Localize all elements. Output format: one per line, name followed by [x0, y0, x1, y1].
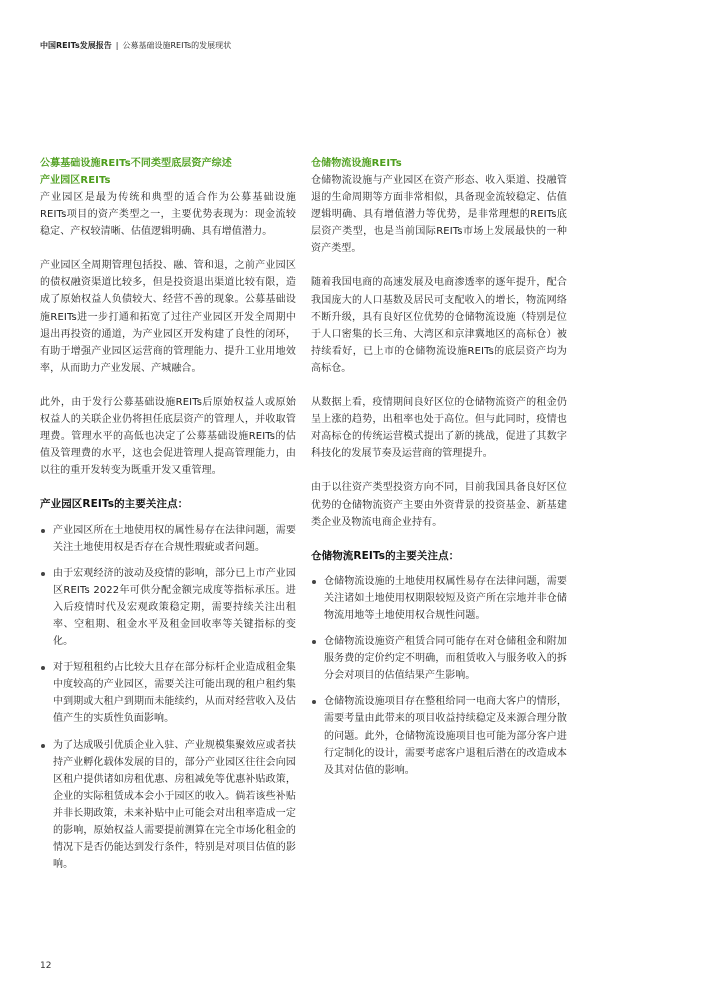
paragraph: 由于以往资产类型投资方向不同，目前我国具备良好区位优势的仓储物流资产主要由外资背景的投资基金、新基建类企业及物流电商企业持有。 [311, 482, 567, 528]
list-item: 对于短租租约占比较大且存在部分标杆企业造成租金集中度较高的产业园区，需要关注可能出现的租户租约集中到期或大租户到期而未能续约，从而对经营收入及估值产生的实质性负面影响。 [40, 659, 296, 727]
list-item: 仓储物流设施的土地使用权属性易存在法律问题，需要关注诸如土地使用权期限较短及资产所在宗地并非仓储物流用地等土地使用权合规性问题。 [311, 573, 567, 624]
logistics-focus-list [311, 573, 567, 779]
list-item: 产业园区所在土地使用权的属性易存在法律问题，需要关注土地使用权是否存在合规性瑕疵或者问题。 [40, 522, 296, 556]
paragraph: 产业园区全周期管理包括投、融、管和退，之前产业园区的债权融资渠道比较多，但是投资退出渠道比较有限，造成了原始权益人负债较大、经营不善的现象。公募基础设施REITs进一步打通和拓宽了过往产业园区开发全周期中退出再投资的通道，为产业园区开发构建了良性的闭环，有助于增强产业园区运营商的管理能力、提升工业用地效率，从而助力产业发展、产城融合。 [40, 260, 296, 374]
section-title: 公募基础设施REITs的发展现状 [122, 41, 232, 50]
industrial-focus-heading: 产业园区REITs的主要关注点： [40, 498, 189, 511]
paragraph: 从数据上看，疫情期间良好区位的仓储物流资产的租金仍呈上涨的趋势，出租率也处于高位。但与此同时，疫情也对高标仓的传统运营模式提出了新的挑战，促进了其数字科技化的发展节奏及运营商的管理提升。 [311, 397, 567, 460]
list-item: 仓储物流设施资产租赁合同可能存在对仓储租金和附加服务费的定价约定不明确，而租赁收入与服务收入的拆分会对项目的估值结果产生影响。 [311, 633, 567, 684]
logistics-heading: 仓储物流设施REITs [311, 158, 402, 169]
left-column [40, 155, 296, 882]
industrial-focus-list [40, 522, 296, 874]
header-separator: | [115, 41, 119, 50]
industrial-park-heading: 产业园区REITs [40, 175, 111, 186]
logistics-focus-heading: 仓储物流REITs的主要关注点： [311, 549, 460, 562]
right-column [311, 155, 567, 788]
section-heading: 公募基础设施REITs不同类型底层资产综述 [40, 158, 232, 169]
list-item: 仓储物流设施项目存在整租给同一电商大客户的情形，需要考量由此带来的项目收益持续稳定及来源合理分散的问题。此外，仓储物流设施项目也可能为部分客户进行定制化的设计，需要考虑客户退租后潜在的改造成本及其对估值的影响。 [311, 693, 567, 778]
report-title: 中国REITs发展报告 [40, 41, 112, 50]
paragraph: 随着我国电商的高速发展及电商渗透率的逐年提升，配合我国庞大的人口基数及居民可支配收入的增长，物流网络不断升级，具有良好区位优势的仓储物流设施（特别是位于人口密集的长三角、大湾区和京津冀地区的高标仓）被持续看好，已上市的仓储物流设施REITs的底层资产均为高标仓。 [311, 277, 567, 374]
paragraph: 产业园区是最为传统和典型的适合作为公募基础设施REITs项目的资产类型之一，主要优势表现为：现金流较稳定、产权较清晰、估值逻辑明确、具有增值潜力。 [40, 192, 296, 238]
list-item: 为了达成吸引优质企业入驻、产业规模集聚效应或者扶持产业孵化载体发展的目的，部分产业园区往往会向园区租户提供诸如房租优惠、房租减免等优惠补贴政策，企业的实际租赁成本会小于园区的收入。倘若该些补贴并非长期政策，未来补贴中止可能会对出租率造成一定的影响，原始权益人需要提前测算在完全市场化租金的情况下是否仍能达到发行条件，特别是对项目估值的影响。 [40, 737, 296, 874]
page-number: 12 [40, 961, 52, 971]
list-item: 由于宏观经济的波动及疫情的影响，部分已上市产业园区REITs 2022年可供分配金额完成度等指标承压。进入后疫情时代及宏观政策稳定期，需要持续关注出租率、空租期、租金水平及租金回收率等关键指标的变化。 [40, 565, 296, 650]
paragraph: 仓储物流设施与产业园区在资产形态、收入渠道、投融管退的生命周期等方面非常相似，具备现金流较稳定、估值逻辑明确、具有增值潜力等优势，是非常理想的REITs底层资产类型，也是当前国际REITs市场上发展最快的一种资产类型。 [311, 175, 567, 255]
paragraph: 此外，由于发行公募基础设施REITs后原始权益人或原始权益人的关联企业仍将担任底层资产的管理人，并收取管理费。管理水平的高低也决定了公募基础设施REITs的估值及管理费的水平，这也会促进管理人提高管理能力，由以往的重开发转变为既重开发又重管理。 [40, 396, 296, 477]
running-header [40, 40, 231, 52]
